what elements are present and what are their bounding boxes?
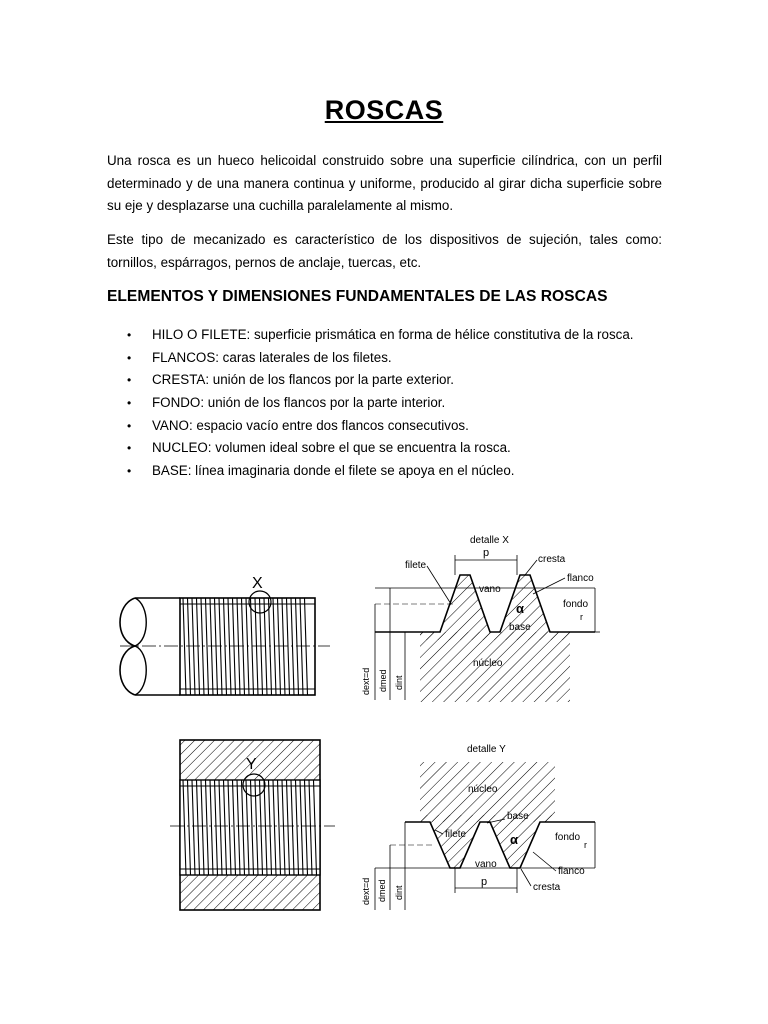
thread-line <box>233 598 236 695</box>
thread-line <box>246 598 249 695</box>
nucleo-label: núcleo <box>468 784 498 795</box>
thread-line <box>278 598 281 695</box>
flanco-label: flanco <box>567 573 594 584</box>
thread-line <box>300 598 303 695</box>
bullet-icon: • <box>127 328 132 342</box>
nucleo-label: núcleo <box>473 658 503 669</box>
dext-label: dext=d <box>361 877 371 905</box>
r-label: r <box>584 840 587 850</box>
thread-line <box>287 598 290 695</box>
detail-x-title: detalle X <box>470 535 509 546</box>
detail-marker-x: X <box>252 575 263 592</box>
cresta-label: cresta <box>533 882 561 893</box>
thread-line <box>291 598 294 695</box>
page-title: ROSCAS <box>324 95 444 125</box>
detail-y-drawing <box>355 740 615 915</box>
thread-line <box>192 598 195 695</box>
filete-label: filete <box>445 829 467 840</box>
nut-thread-drawing <box>170 735 335 915</box>
thread-line <box>219 598 222 695</box>
dext-label: dext=d <box>361 667 371 695</box>
list-item-text: FONDO: unión de los flancos por la parte interior. <box>152 395 446 411</box>
pitch-label: p <box>481 876 488 888</box>
thread-line <box>296 598 299 695</box>
list-item-text: VANO: espacio vacío entre dos flancos consecutivos. <box>152 417 469 433</box>
thread-line <box>183 598 186 695</box>
detail-y-title: detalle Y <box>467 744 506 755</box>
thread-line <box>251 598 254 695</box>
bullet-icon: • <box>127 441 132 456</box>
alpha-label: α <box>510 832 518 847</box>
thread-line <box>228 598 231 695</box>
alpha-label: α <box>516 601 524 616</box>
list-item <box>107 369 707 392</box>
list-item-text: NUCLEO: volumen ideal sobre el que se encuentra la rosca. <box>152 440 511 456</box>
thread-line <box>197 598 200 695</box>
usage-paragraph: Este tipo de mecanizado es característico de los dispositivos de sujeción, tales como: tornillos, espárragos, pernos de anclaje, tuercas, etc. <box>107 232 662 270</box>
thread-line <box>206 598 209 695</box>
list-item-text: BASE: línea imaginaria donde el filete se apoya en el núcleo. <box>152 463 515 479</box>
section-heading: ELEMENTOS Y DIMENSIONES FUNDAMENTALES DE LAS ROSCAS <box>107 288 608 305</box>
thread-line <box>215 598 218 695</box>
thread-line <box>237 598 240 695</box>
detail-x-drawing <box>355 530 615 705</box>
vano-label: vano <box>475 859 497 870</box>
bullet-icon: • <box>127 373 132 388</box>
flanco-label: flanco <box>558 866 585 877</box>
dmed-label: dmed <box>377 879 387 902</box>
list-item <box>107 437 707 460</box>
fondo-label: fondo <box>563 599 589 610</box>
r-label: r <box>580 612 583 622</box>
bullet-icon: • <box>127 464 132 479</box>
bullet-icon: • <box>127 350 132 365</box>
detail-marker-y: Y <box>246 756 257 773</box>
list-item <box>107 324 707 347</box>
list-item <box>107 460 707 483</box>
bullet-icon: • <box>127 396 132 411</box>
vano-label: vano <box>479 584 501 595</box>
dmed-label: dmed <box>378 669 388 692</box>
list-item <box>107 392 707 415</box>
thread-line <box>269 598 272 695</box>
thread-line <box>282 598 285 695</box>
base-label: base <box>507 811 529 822</box>
list-item-text: CRESTA: unión de los flancos por la parte exterior. <box>152 372 454 388</box>
list-item-text: FLANCOS: caras laterales de los filetes. <box>152 349 392 365</box>
dint-label: dint <box>394 675 404 690</box>
cresta-label: cresta <box>538 554 566 565</box>
thread-line <box>224 598 227 695</box>
list-item <box>107 415 707 438</box>
elements-list <box>107 324 707 483</box>
list-item-text: HILO O FILETE: superficie prismática en forma de hélice constitutiva de la rosca. <box>152 327 634 342</box>
thread-line <box>242 598 245 695</box>
thread-line <box>201 598 204 695</box>
fondo-label: fondo <box>555 832 581 843</box>
thread-line <box>210 598 213 695</box>
base-label: base <box>509 622 531 633</box>
bullet-icon: • <box>127 418 132 433</box>
intro-paragraph: Una rosca es un hueco helicoidal construido sobre una superficie cilíndrica, con un perfil determinado y de una manera continua y uniforme, producido al girar dicha superficie sobre su eje y desplazarse una cuchilla paralelamente al mismo. <box>107 153 662 213</box>
dint-label: dint <box>394 885 404 900</box>
list-item <box>107 347 707 370</box>
thread-line <box>305 598 308 695</box>
screw-thread-drawing <box>105 560 335 710</box>
thread-line <box>273 598 276 695</box>
filete-label: filete <box>405 560 427 571</box>
pitch-label: p <box>483 547 490 559</box>
thread-line <box>188 598 191 695</box>
